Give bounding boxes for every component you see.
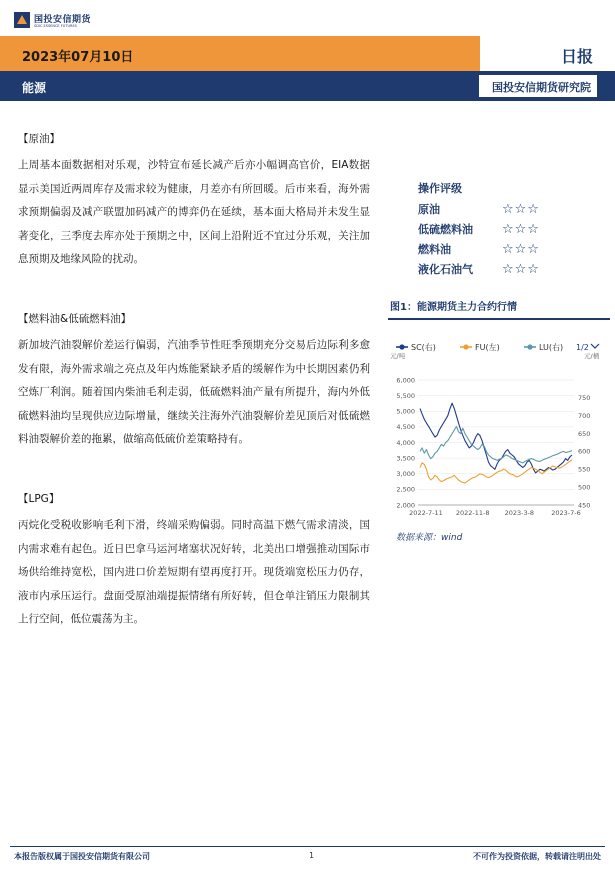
section-heading: 【原油】: [18, 133, 60, 145]
legend-marker: [463, 344, 468, 349]
left-tick-label: 2,500: [396, 485, 415, 494]
rating-stars: ☆☆☆: [502, 242, 540, 257]
chevron-down-icon: [591, 344, 599, 348]
footer-disclaimer: 不可作为投资依据，转载请注明出处: [473, 852, 601, 861]
rating-stars: ☆☆☆: [502, 202, 540, 217]
right-tick-label: 450: [578, 501, 591, 510]
institute-box: [479, 75, 597, 97]
logo-en: SDIC ESSENCE FUTURES: [34, 24, 77, 28]
energy-futures-chart: [388, 340, 610, 525]
rating-stars: ☆☆☆: [502, 262, 540, 277]
logo-mark-icon: [14, 12, 30, 28]
date-bar: [0, 36, 480, 71]
section-heading: 【燃料油&低硫燃料油】: [18, 312, 132, 325]
footer-copyright: 本报告版权属于国投安信期货有限公司: [14, 852, 150, 861]
section-lpg: [18, 490, 370, 632]
rating-product: 液化石油气: [418, 263, 473, 276]
series-line-fu: [420, 460, 572, 483]
left-tick-label: 5,500: [396, 391, 415, 400]
right-tick-label: 700: [578, 412, 591, 421]
rating-panel: [418, 178, 588, 280]
right-tick-label: 550: [578, 465, 591, 474]
right-tick-label: 650: [578, 429, 591, 438]
rating-product: 燃料油: [418, 243, 451, 256]
left-tick-label: 5,000: [396, 407, 415, 416]
rating-product: 原油: [418, 203, 440, 216]
right-tick-label: 500: [578, 483, 591, 492]
section-bar: [0, 71, 615, 101]
section-fuel-oil: [18, 310, 370, 452]
series-line-sc: [420, 403, 572, 473]
figure-rule: [388, 318, 610, 320]
report-type-area: [480, 36, 615, 71]
rating-stars: ☆☆☆: [502, 222, 540, 237]
left-tick-label: 3,500: [396, 454, 415, 463]
institute-name: 国投安信期货研究院: [492, 81, 591, 94]
left-tick-label: 2,000: [396, 501, 415, 510]
legend-marker: [527, 344, 532, 349]
report-date: 2023年07月10日: [22, 50, 134, 65]
legend-marker: [399, 344, 404, 349]
x-tick-label: 2022-7-11: [409, 509, 443, 517]
section-heading: 【LPG】: [18, 492, 60, 505]
figure-source: 数据来源：wind: [396, 533, 463, 543]
left-axis-unit: 元/吨: [390, 352, 406, 360]
rating-row: [418, 200, 588, 220]
legend-label: FU(左): [475, 343, 500, 352]
legend-label: LU(右): [539, 343, 564, 352]
footer-rule: [10, 846, 605, 847]
x-tick-label: 2023-3-8: [504, 509, 535, 517]
logo-name: 国投安信期货: [34, 15, 92, 25]
rating-title: 操作评级: [418, 182, 462, 195]
left-tick-label: 4,000: [396, 438, 415, 447]
left-tick-label: 6,000: [396, 376, 415, 385]
rating-row: [418, 220, 588, 240]
left-tick-label: 4,500: [396, 423, 415, 432]
company-logo: [14, 10, 100, 32]
x-tick-label: 2023-7-6: [551, 509, 581, 517]
left-tick-label: 3,000: [396, 470, 415, 479]
legend-label: SC(右): [411, 343, 436, 352]
figure-title: 图1：能源期货主力合约行情: [390, 302, 517, 313]
section-crude: [18, 130, 370, 272]
section-name: 能源: [22, 81, 47, 95]
section-paragraph: 上周基本面数据相对乐观，沙特宣布延长减产后亦小幅调高官价，EIA数据显示美国近两周库存及需求较为健康，月差亦有所回暖。后市来看，海外需求预期偏弱及减产联盟加码减产的博弈仍在延续，基本面大格局并未发生显著变化，三季度去库亦处于预期之中，区间上沿附近不宜过分乐观，关注加息预期及地缘风险的扰动。: [18, 159, 370, 266]
legend-pager: 1/2: [576, 343, 589, 352]
report-type: 日报: [560, 47, 593, 66]
page-number: 1: [309, 851, 315, 860]
report-body: [18, 122, 370, 632]
series-line-lu: [420, 426, 572, 463]
rating-product: 低硫燃料油: [418, 223, 473, 236]
x-tick-label: 2022-11-8: [455, 509, 490, 517]
right-tick-label: 750: [578, 394, 591, 403]
right-axis-unit: 元/桶: [584, 352, 600, 360]
section-paragraph: 新加坡汽油裂解价差运行偏弱，汽油季节性旺季预期充分交易后边际利多愈发有限，海外需求端之亮点及年内炼能紧缺矛盾的缓解作为中长期因素仍利空炼厂利润。随着国内柴油毛利走弱，低硫燃料油产量有所提升，海内外低硫燃料油均呈现供应边际增量，继续关注海外汽油裂解价差见顶后对低硫燃料油裂解价差的拖累，做缩高低硫价差策略持有。: [18, 338, 370, 446]
chart-svg: [388, 340, 610, 525]
section-paragraph: 丙烷化受税收影响毛利下滑，终端采购偏弱。同时高温下燃气需求清淡，国内需求难有起色。近日巴拿马运河堵塞状况好转，北美出口增强推动国际市场供给维持宽松，国内进口价差短期有望再度打开。现货端宽松压力仍存，液市内承压运行。盘面受原油端提振情绪有所好转，但仓单注销压力限制其上行空间，低位震荡为主。: [18, 518, 370, 626]
rating-row: [418, 240, 588, 260]
rating-row: [418, 260, 588, 280]
right-tick-label: 600: [578, 447, 591, 456]
